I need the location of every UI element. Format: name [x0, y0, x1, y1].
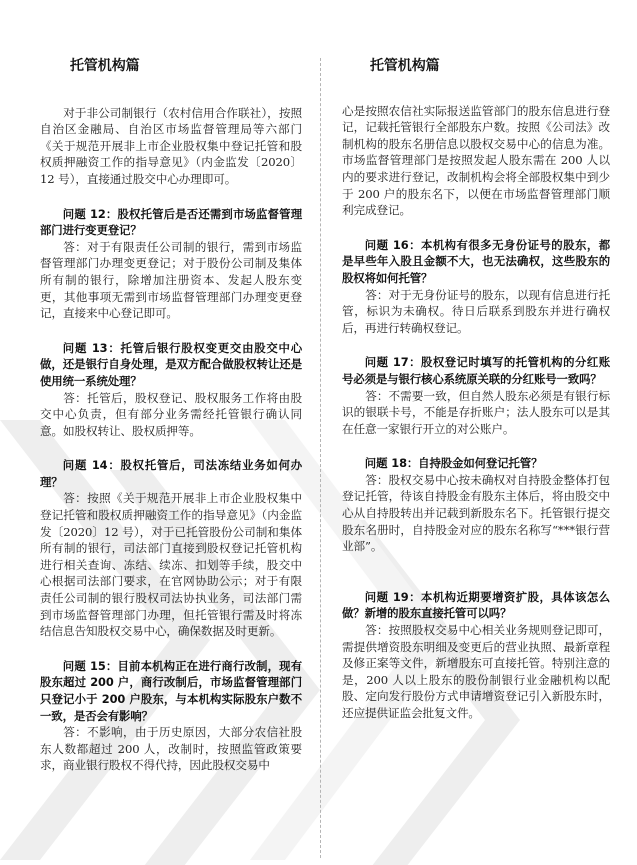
question-13: 问题 13：托管后银行股权变更交由股交中心做，还是银行自身处理，是双方配合做股权转让还是使用统一系统处理？	[40, 340, 302, 388]
answer-19: 答：按照股权交易中心相关业务规则登记即可，需提供增资股东明细及变更后的营业执照、最新章程及修正案等文件，新增股东可直接托管。特别注意的是，200 人以上股东的股份制银行业金融机构以配股、定向发行股份方式申请增资登记引入新股东时，还应提供证监会批复文件。	[342, 623, 610, 720]
left-column-title: 托管机构篇	[70, 58, 140, 74]
right-column	[342, 58, 610, 722]
intro-paragraph: 对于非公司制银行（农村信用合作联社），按照自治区金融局、自治区市场监督管理局等六部门《关于规范开展非上市企业股权集中登记托管和股权质押融资工作的指导意见》（内金监发〔2020〕12 号），直接通过股交中心办理即可。	[40, 105, 302, 186]
question-14: 问题 14：股权托管后，司法冻结业务如何办理？	[40, 458, 302, 489]
column-divider	[320, 58, 321, 858]
question-17: 问题 17：股权登记时填写的托管机构的分红账号必须是与银行核心系统原关联的分红账号一致吗？	[342, 355, 610, 386]
left-column	[40, 58, 302, 774]
answer-17: 答：不需要一致，但自然人股东必须是有银行标识的银联卡号，不能是存折账户；法人股东可以是其在任意一家银行开立的对公账户。	[342, 388, 610, 436]
question-15: 问题 15：目前本机构正在进行商行改制，现有股东超过 200 户，商行改制后，市场监督管理部门只登记小于 200 户股东，与本机构实际股东户数不一致，是否会有影响？	[40, 658, 302, 723]
answer-12: 答：对于有限责任公司制的银行，需到市场监督管理部门办理变更登记；对于股份公司制及集体所有制的银行，除增加注册资本、发起人股东变更，其他事项无需到市场监督管理部门办理变更登记，直接来中心登记即可。	[40, 239, 302, 321]
question-18: 问题 18：自持股金如何登记托管？	[364, 456, 543, 471]
answer-16: 答：对于无身份证号的股东，以现有信息进行托管，标识为未确权。待日后联系到股东并进行确权后，再进行转确权登记。	[342, 287, 610, 335]
question-16: 问题 16：本机构有很多无身份证号的股东，都是早些年入股且金额不大，也无法确权，这些股东的股权将如何托管？	[342, 237, 610, 285]
question-19: 问题 19：本机构近期要增资扩股，具体该怎么做？新增的股东直接托管可以吗？	[342, 589, 610, 621]
answer-14: 答：按照《关于规范开展非上市企业股权集中登记托管和股权质押融资工作的指导意见》（内金监发〔2020〕12 号），对于已托管股份公司制和集体所有制的银行，司法部门直接到股权登记托管机构进行相关查询、冻结、续冻、扣划等手续，股交中心根据司法部门要求，在官网协助公示；对于有限责任公司制的银行股权司法协执业务，司法部门需到市场监督管理部门办理，但托管银行需及时将冻结信息告知股权交易中心，确保数据及时更新。	[40, 491, 302, 639]
continued-paragraph: 心是按照农信社实际报送监管部门的股东信息进行登记，记载托管银行全部股东户数。按照《公司法》改制机构的股东名册信息以股权交易中心的信息为准。市场监督管理部门是按照发起人股东需在 200 人以内的要求进行登记，改制机构会将全部股权集中到少于 200 户的股东名下，以便在市场监督管理部门顺利完成登记。	[342, 103, 610, 218]
answer-18: 答：股权交易中心按未确权对自持股金整体打包登记托管，待该自持股金有股东主体后，将由股交中心从自持股转出并记载到新股东名下。托管银行提交股东名册时，自持股金对应的股东名称写“***银行营业部”。	[342, 472, 610, 554]
answer-15: 答：不影响，由于历史原因，大部分农信社股东人数都超过 200 人，改制时，按照监管政策要求，商业银行股权不得代持，因此股权交易中	[40, 725, 302, 773]
question-12: 问题 12：股权托管后是否还需到市场监督管理部门进行变更登记？	[40, 206, 302, 238]
right-column-title: 托管机构篇	[370, 58, 440, 74]
answer-13: 答：托管后，股权登记、股权服务工作将由股交中心负责，但有部分业务需经托管银行确认同意。如股权转让、股权质押等。	[40, 390, 302, 438]
